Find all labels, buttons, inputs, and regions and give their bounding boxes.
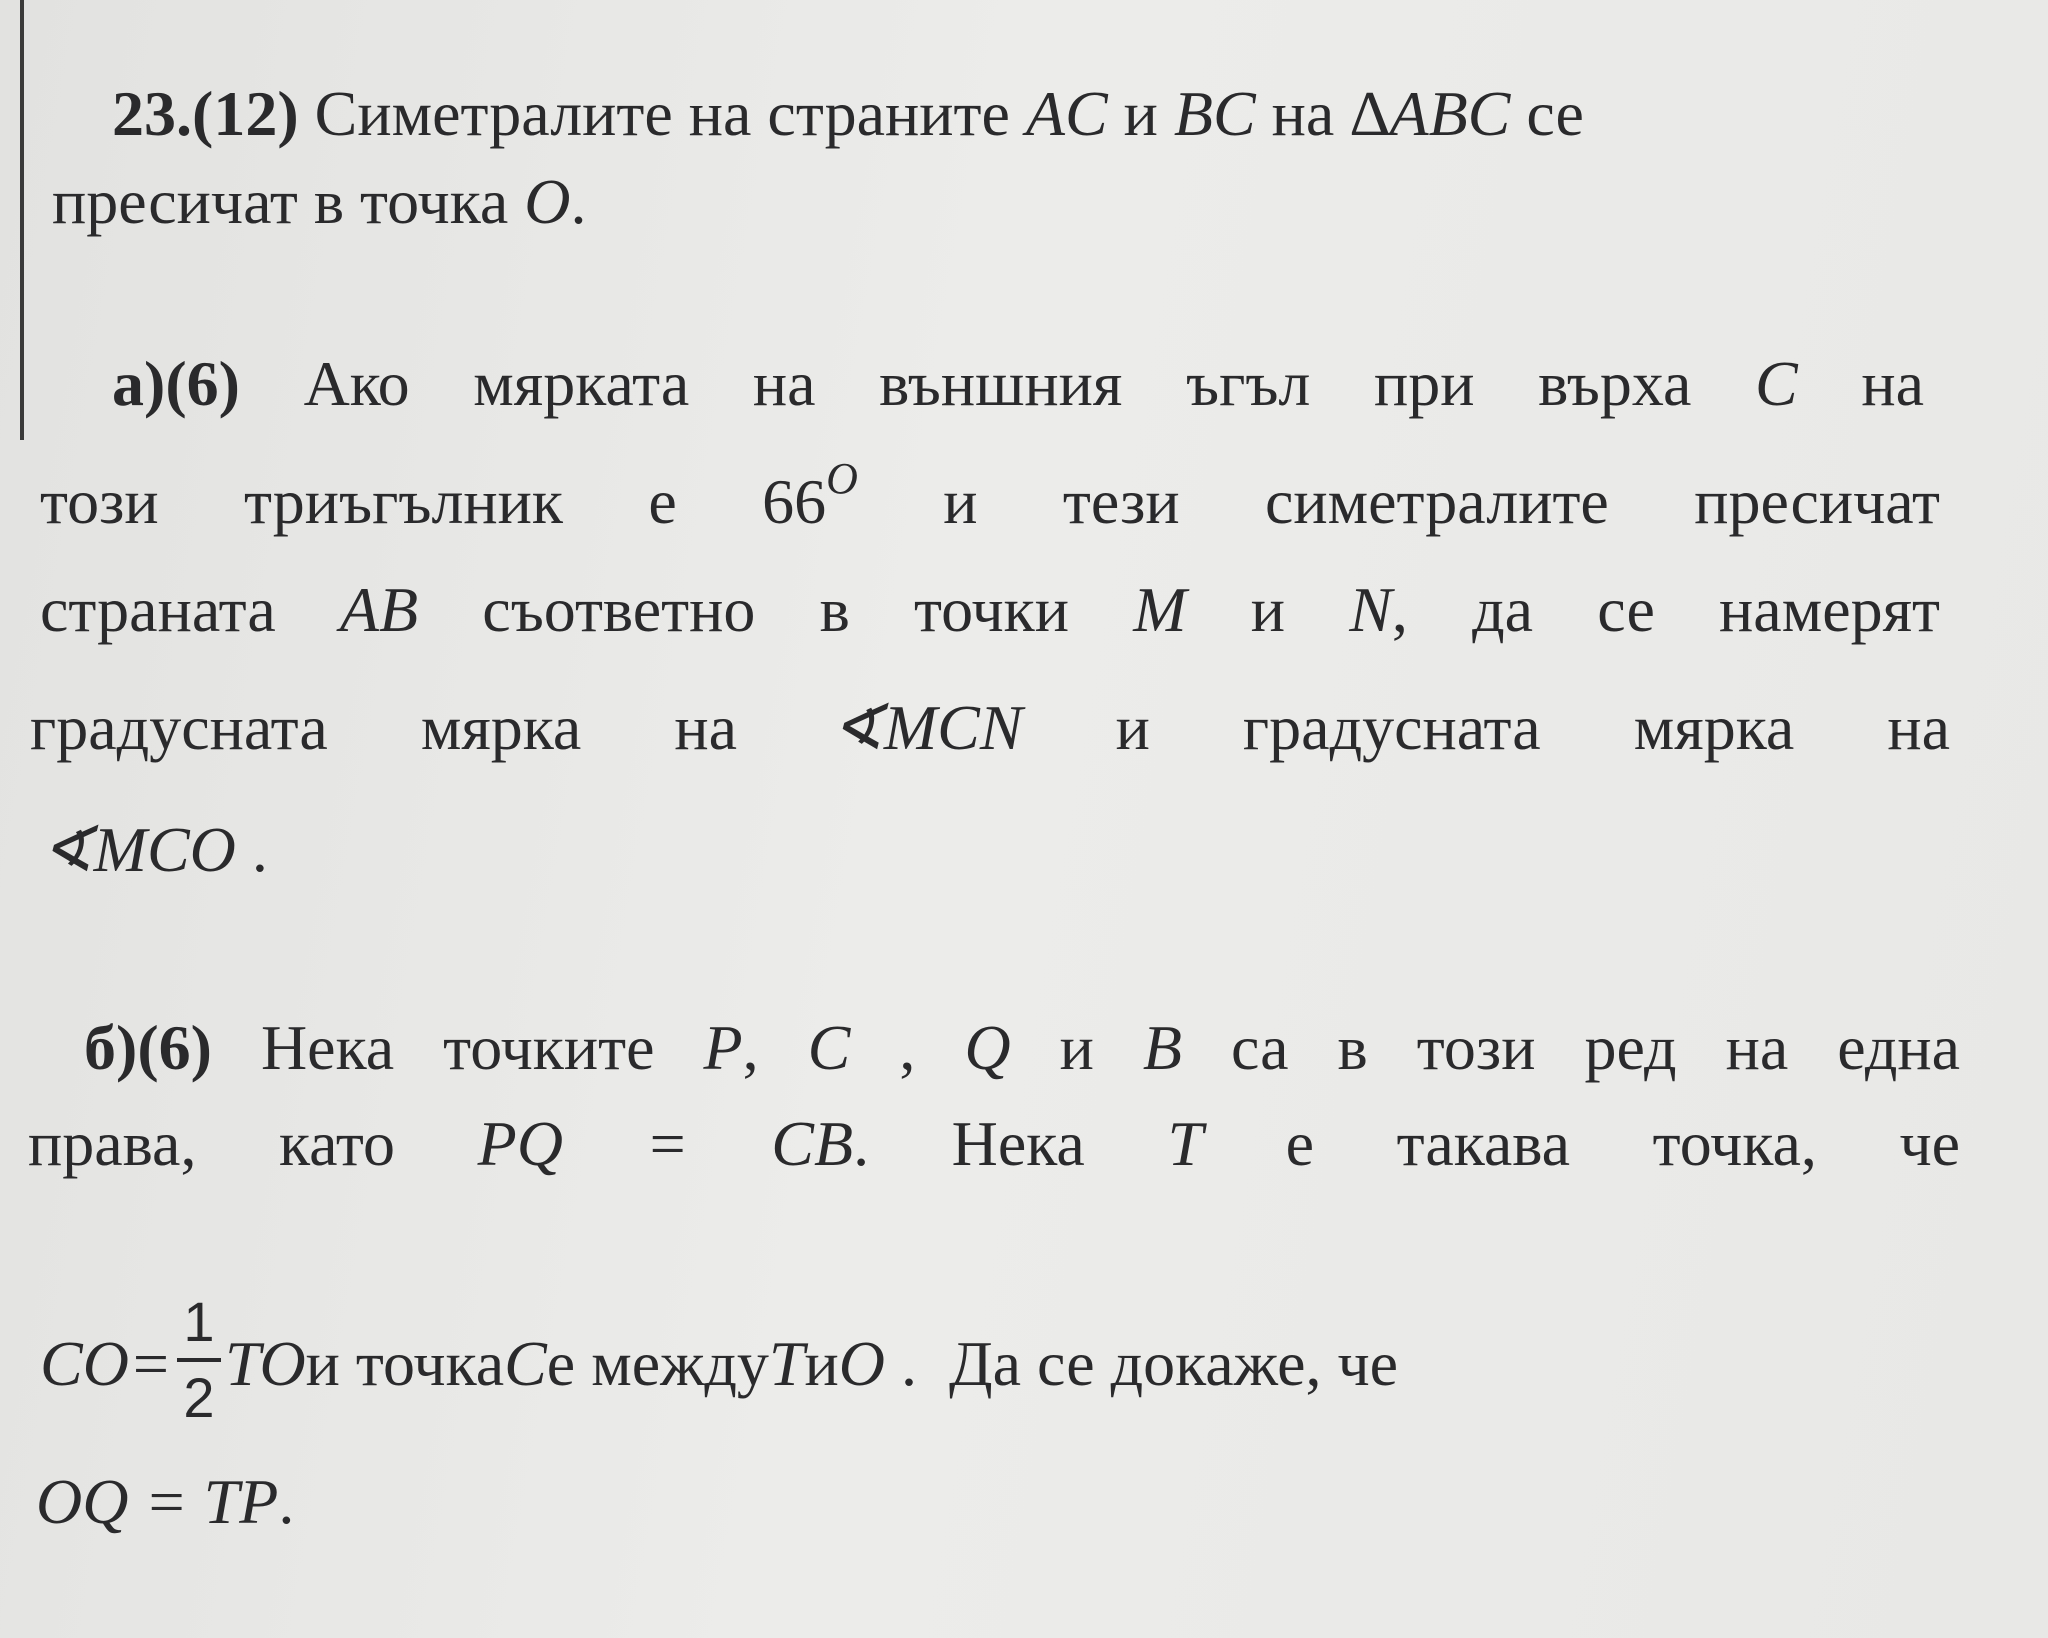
degree-mark: O [826,454,858,503]
equation-pq-cb: PQ = CB [477,1108,854,1179]
angle-mcn: ∢MCN [830,692,1023,763]
part-a-line-1: а)(6) Ако мярката на външния ъгъл при върха C на [112,348,1925,419]
problem-line-2: пресичат в точка O. [52,166,587,237]
part-b-label: б)(6) [84,1012,212,1083]
problem-line-1: 23.(12) Симетралите на страните AC и BC на ∆ABC се [112,78,1584,149]
part-a-line-5: ∢MCO . [40,814,268,885]
angle-mco: ∢MCO [40,814,236,885]
part-b-line-4: OQ = TP. [36,1466,295,1537]
angle-value: 66 [762,466,827,537]
triangle-symbol: ∆ABC [1350,78,1511,149]
part-b-line-2: права, като PQ = CB. Нека T е такава точка, че [28,1108,1961,1179]
fraction-bar [177,1358,221,1362]
fraction-one-half: $\frac{1}{2}$ [177,1294,221,1426]
margin-line [20,0,24,440]
problem-points: (12) [192,78,299,149]
problem-number: 23. [112,78,192,149]
part-a-label: а)(6) [112,348,240,419]
part-a-line-3: страната AB съответно в точки M и N, да се намерят [40,574,1941,645]
part-a-line-2: този триъгълник е $66^O$ и тези симетралите пресичат [40,454,1941,537]
equation-oq-tp: OQ = TP [36,1466,279,1537]
part-b-line-1: б)(6) Нека точките P, C , Q и B са в този ред на една [84,1012,1961,1083]
part-a-line-4: градусната мярка на ∢MCN и градусната мярка на [30,692,1951,763]
part-b-line-3: CO = $\frac{1}{2}$ TO и точка C е между T и O . Да се докаже, че [40,1290,1399,1429]
